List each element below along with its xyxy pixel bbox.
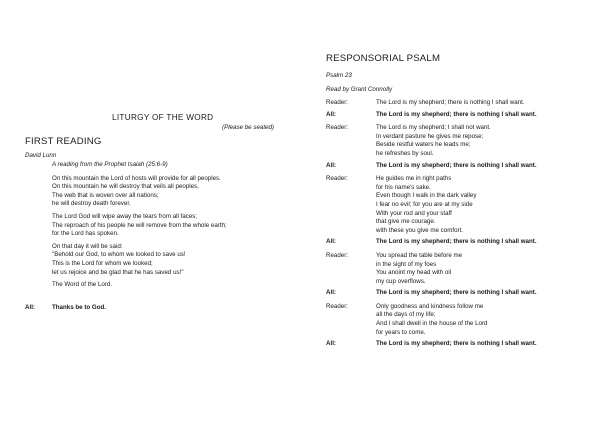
reading-line: he will destroy death forever. — [52, 200, 131, 208]
response-text: Thanks be to God. — [52, 304, 106, 311]
verse-line: I fear no evil; for you are at my side — [376, 200, 473, 208]
reading-body — [52, 161, 284, 294]
verse-text — [376, 162, 586, 171]
verse-line: The Lord is my shepherd; there is nothing I shall want. — [376, 340, 537, 348]
speaker-label: Reader: — [326, 124, 349, 132]
right-page — [300, 0, 600, 425]
verse-line: in the sight of my foes — [376, 260, 437, 268]
verse-line: The Lord is my shepherd; there is nothing I shall want. — [376, 99, 525, 106]
verse-line: The Lord is my shepherd; there is nothing I shall want. — [376, 289, 537, 297]
verse-line: He guides me in right paths — [376, 175, 452, 183]
verse-text — [376, 340, 586, 349]
psalm-title: RESPONSORIAL PSALM — [326, 53, 441, 64]
verse-line: that give me courage. — [376, 218, 436, 226]
verse-line: all the days of my life; — [376, 311, 436, 319]
reading-intro: A reading from the Prophet Isaiah (25:6-9) — [52, 161, 168, 168]
response-label: All: — [25, 304, 35, 311]
verse-line: with these you give me comfort. — [376, 226, 464, 234]
reader-verse — [326, 252, 586, 286]
reading-line: The Lord God will wipe away the tears from all faces; — [52, 212, 198, 220]
verse-text — [376, 252, 586, 286]
reading-line: The reproach of his people he will remove from the whole earth; — [52, 221, 227, 229]
verse-text — [376, 289, 586, 298]
reading-line: The Word of the Lord. — [52, 281, 113, 289]
verse-text — [376, 303, 586, 337]
verse-text — [376, 238, 586, 247]
verse-line: Even though I walk in the dark valley — [376, 192, 477, 200]
reading-stanza — [52, 213, 284, 239]
reading-line: On this mountain the Lord of hosts will provide for all peoples. — [52, 174, 221, 182]
verse-line: Only goodness and kindness follow me — [376, 302, 484, 310]
reader-name: David Lunn — [25, 152, 57, 159]
congregation-response — [326, 111, 586, 120]
verse-line: for his name's sake. — [376, 183, 431, 191]
speaker-label: All: — [326, 161, 336, 169]
verse-text — [376, 175, 586, 235]
speaker-label: Reader: — [326, 251, 349, 259]
verse-line: The Lord is my shepherd; there is nothing I shall want. — [376, 110, 537, 118]
verse-line: With your rod and your staff — [376, 209, 452, 217]
reader-verse — [326, 124, 586, 158]
reading-line: On this mountain he will destroy that veils all peoples, — [52, 183, 199, 191]
verse-line: You anoint my head with oil — [376, 269, 452, 277]
reading-title: FIRST READING — [25, 136, 102, 147]
speaker-label: Reader: — [326, 175, 349, 183]
reading-stanza — [52, 281, 284, 290]
congregation-response — [326, 238, 586, 247]
reading-stanza — [52, 175, 284, 209]
speaker-label: All: — [326, 238, 336, 246]
reader-verse — [326, 99, 586, 108]
reading-line: "Behold our God, to whom we looked to save us! — [52, 251, 186, 259]
speaker-label: Reader: — [326, 302, 349, 310]
verse-line: The Lord is my shepherd; there is nothing I shall want. — [376, 161, 537, 169]
verse-line: The Lord is my shepherd; there is nothing I shall want. — [376, 238, 537, 246]
speaker-label: All: — [326, 110, 336, 118]
reader-verse — [326, 303, 586, 337]
reading-line: On that day it will be said: — [52, 242, 123, 250]
psalm-exchange — [326, 99, 586, 354]
verse-line: Beside restful waters he leads me; — [376, 141, 471, 149]
verse-line: my cup overflows. — [376, 277, 426, 285]
congregation-response — [326, 162, 586, 171]
verse-text — [376, 111, 586, 120]
reader-verse — [326, 175, 586, 235]
reading-stanza — [52, 243, 284, 277]
congregation-response — [326, 289, 586, 298]
psalm-reader: Read by Grant Connolly — [326, 86, 393, 93]
speaker-label: All: — [326, 289, 336, 297]
verse-line: The Lord is my shepherd; I shall not want. — [376, 124, 491, 132]
verse-line: he refreshes by soul. — [376, 149, 434, 157]
verse-line: In verdant pasture he gives me repose; — [376, 132, 484, 140]
verse-line: And I shall dwell in the house of the Lord — [376, 320, 488, 328]
reading-line: let us rejoice and be glad that he has saved us!" — [52, 268, 184, 276]
verse-text — [376, 99, 586, 108]
reading-line: for the Lord has spoken. — [52, 230, 119, 238]
speaker-label: Reader: — [326, 99, 349, 106]
reading-line: This is the Lord for whom we looked; — [52, 259, 153, 267]
congregation-response — [326, 340, 586, 349]
reading-response — [25, 304, 106, 311]
reading-line: The web that is woven over all nations; — [52, 191, 159, 199]
seated-note: (Please be seated) — [222, 124, 274, 131]
verse-line: for years to come. — [376, 328, 426, 336]
section-heading: LITURGY OF THE WORD — [112, 113, 214, 122]
speaker-label: All: — [326, 340, 336, 348]
psalm-reference: Psalm 23 — [326, 72, 352, 79]
verse-text — [376, 124, 586, 158]
verse-line: You spread the table before me — [376, 251, 463, 259]
